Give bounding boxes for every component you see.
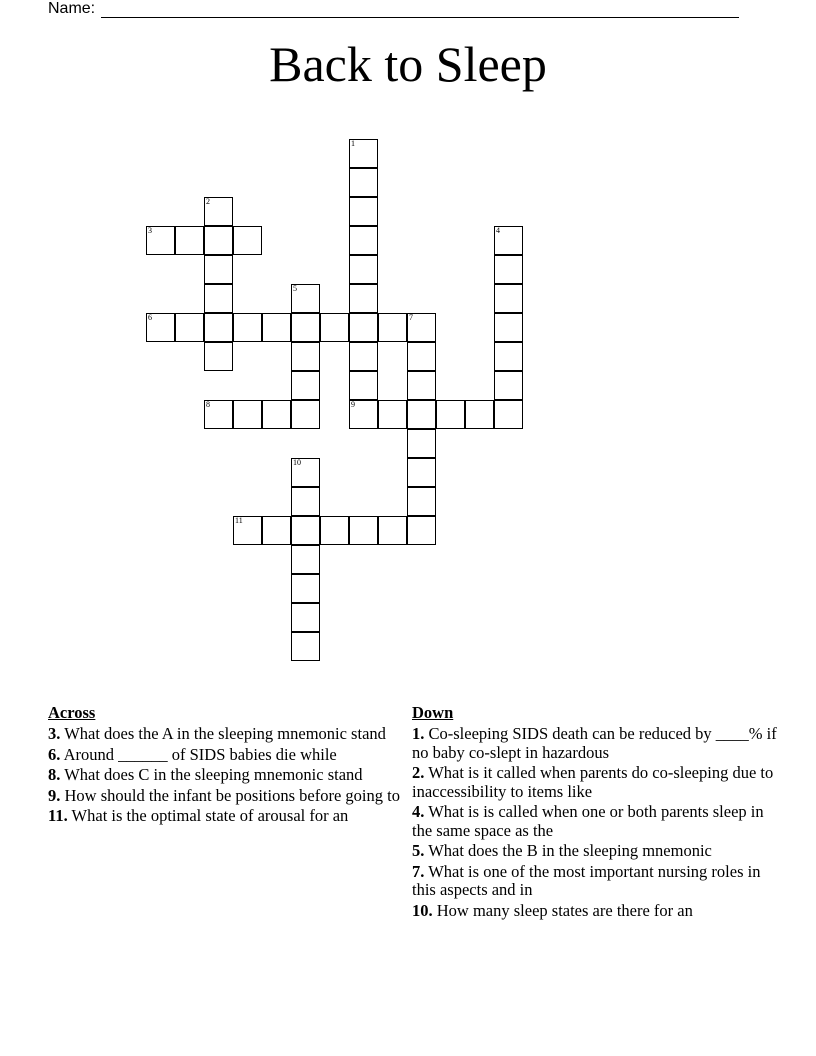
crossword-cell[interactable] [291, 284, 320, 313]
down-clue-10: 10. How many sleep states are there for an [412, 900, 693, 920]
crossword-cell[interactable] [204, 197, 233, 226]
across-heading: Across [48, 703, 96, 722]
down-heading: Down [412, 703, 454, 722]
crossword-cell[interactable] [233, 400, 262, 429]
crossword-cell[interactable] [378, 313, 407, 342]
crossword-cell[interactable] [407, 400, 436, 429]
crossword-cell[interactable] [262, 516, 291, 545]
crossword-cell[interactable] [494, 226, 523, 255]
crossword-cell[interactable] [494, 255, 523, 284]
crossword-cell[interactable] [204, 226, 233, 255]
crossword-cell[interactable] [407, 516, 436, 545]
crossword-cell[interactable] [407, 342, 436, 371]
crossword-cell[interactable] [204, 313, 233, 342]
across-clue-3: 3. What does the A in the sleeping mnemonic stand [48, 724, 386, 743]
across-clue-9: 9. How should the infant be positions before going to [48, 785, 400, 805]
crossword-cell[interactable] [494, 313, 523, 342]
crossword-cell[interactable] [291, 545, 320, 574]
crossword-cell[interactable] [494, 371, 523, 400]
crossword-cell[interactable] [233, 516, 262, 545]
crossword-cell[interactable] [349, 284, 378, 313]
crossword-cell[interactable] [291, 487, 320, 516]
crossword-cell[interactable] [494, 284, 523, 313]
across-clues [48, 703, 408, 828]
across-clue-8: 8. What does C in the sleeping mnemonic stand [48, 765, 363, 784]
crossword-cell[interactable] [204, 400, 233, 429]
crossword-cell[interactable] [349, 139, 378, 168]
crossword-cell[interactable] [291, 313, 320, 342]
crossword-cell[interactable] [175, 313, 204, 342]
crossword-cell[interactable] [349, 313, 378, 342]
clue-number: 2 [206, 197, 210, 206]
crossword-cell[interactable] [262, 313, 291, 342]
crossword-cell[interactable] [407, 371, 436, 400]
crossword-cell[interactable] [465, 400, 494, 429]
name-label: Name: [48, 0, 96, 17]
clue-number: 6 [148, 313, 152, 322]
crossword-cell[interactable] [291, 458, 320, 487]
crossword-cell[interactable] [407, 458, 436, 487]
crossword-cell[interactable] [291, 516, 320, 545]
crossword-cell[interactable] [204, 284, 233, 313]
crossword-cell[interactable] [320, 313, 349, 342]
crossword-cell[interactable] [204, 342, 233, 371]
crossword-cell[interactable] [407, 429, 436, 458]
crossword-cell[interactable] [349, 342, 378, 371]
across-clue-11: 11. What is the optimal state of arousal for an [48, 806, 349, 825]
across-clue-6: 6. Around ______ of SIDS babies die while [48, 744, 337, 764]
page-title: Back to Sleep [269, 36, 547, 92]
crossword-cell[interactable] [349, 168, 378, 197]
down-clue-2: 2. What is it called when parents do co-sleeping due to inaccessibility to items like [412, 763, 774, 801]
crossword-cell[interactable] [291, 400, 320, 429]
crossword-cell[interactable] [291, 632, 320, 661]
down-clue-7: 7. What is one of the most important nursing roles in this aspects and in [412, 861, 761, 899]
down-clues [412, 703, 782, 922]
crossword-cell[interactable] [146, 313, 175, 342]
crossword-cell[interactable] [349, 255, 378, 284]
crossword-cell[interactable] [378, 400, 407, 429]
crossword-cell[interactable] [349, 400, 378, 429]
crossword-cell[interactable] [233, 313, 262, 342]
clue-number: 11 [235, 516, 243, 525]
crossword-cell[interactable] [291, 603, 320, 632]
crossword-cell[interactable] [291, 574, 320, 603]
crossword-cell[interactable] [407, 313, 436, 342]
clue-number: 4 [496, 226, 500, 235]
crossword-cell[interactable] [349, 226, 378, 255]
down-clue-1: 1. Co-sleeping SIDS death can be reduced by ____% if no baby co-slept in hazardous [412, 724, 777, 762]
crossword-cell[interactable] [233, 226, 262, 255]
clue-number: 1 [351, 139, 355, 148]
clue-number: 10 [293, 458, 301, 467]
clue-number: 8 [206, 400, 210, 409]
crossword-cell[interactable] [494, 342, 523, 371]
crossword-cell[interactable] [291, 342, 320, 371]
clue-number: 9 [351, 400, 355, 409]
clue-number: 5 [293, 284, 297, 293]
down-clue-4: 4. What is is called when one or both parents sleep in the same space as the [412, 802, 764, 840]
crossword-cell[interactable] [407, 487, 436, 516]
crossword-cell[interactable] [494, 400, 523, 429]
crossword-cell[interactable] [349, 516, 378, 545]
down-clue-5: 5. What does the B in the sleeping mnemonic [412, 841, 712, 860]
crossword-cell[interactable] [204, 255, 233, 284]
clue-number: 3 [148, 226, 152, 235]
clue-number: 7 [409, 313, 413, 322]
crossword-cell[interactable] [291, 371, 320, 400]
crossword-cell[interactable] [378, 516, 407, 545]
crossword-cell[interactable] [320, 516, 349, 545]
crossword-cell[interactable] [349, 197, 378, 226]
crossword-cell[interactable] [436, 400, 465, 429]
crossword-cell[interactable] [349, 371, 378, 400]
crossword-cell[interactable] [175, 226, 204, 255]
crossword-cell[interactable] [262, 400, 291, 429]
crossword-cell[interactable] [146, 226, 175, 255]
